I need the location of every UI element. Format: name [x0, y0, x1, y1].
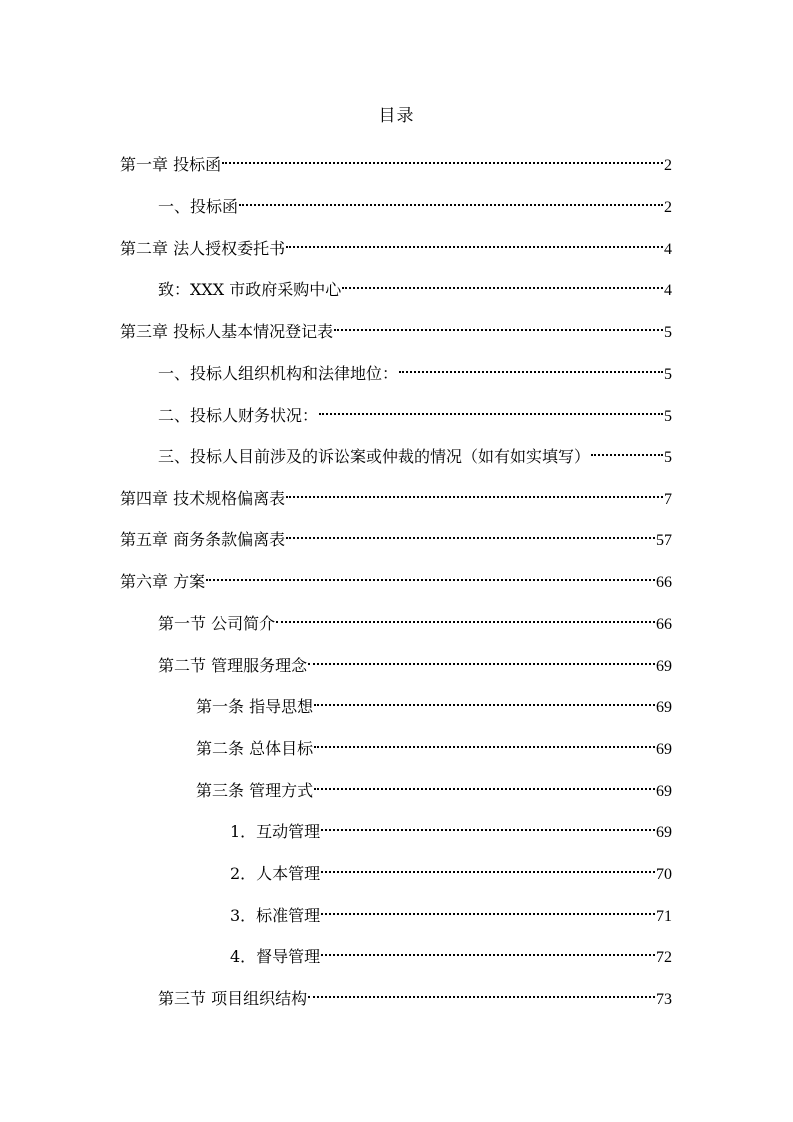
dot-leader	[286, 480, 663, 504]
toc-entry-chapter-4[interactable]	[120, 480, 672, 508]
dot-leader	[286, 521, 655, 545]
toc-entry-section[interactable]	[158, 438, 672, 466]
toc-entry-label: 一、投标函	[158, 197, 239, 216]
dot-leader	[321, 855, 655, 879]
toc-entry-page-number: 69	[656, 699, 672, 716]
toc-entry-label: 2．人本管理	[230, 864, 321, 883]
toc-entry-section[interactable]	[158, 647, 672, 675]
toc-entry-item[interactable]	[230, 855, 672, 883]
toc-entry-page-number: 5	[664, 449, 672, 466]
toc-entry-label: 第一章 投标函	[120, 155, 222, 174]
toc-entry-chapter-5[interactable]	[120, 521, 672, 549]
toc-entry-section[interactable]	[158, 271, 672, 299]
toc-entry-page-number: 5	[664, 408, 672, 425]
toc-entry-page-number: 69	[656, 783, 672, 800]
toc-entry-page-number: 73	[656, 991, 672, 1008]
toc-entry-page-number: 5	[664, 366, 672, 383]
toc-entry-label: 一、投标人组织机构和法律地位：	[158, 364, 399, 383]
dot-leader	[239, 188, 663, 212]
toc-entry-page-number: 69	[656, 741, 672, 758]
dot-leader	[206, 563, 655, 587]
toc-entry-page-number: 4	[664, 282, 672, 299]
toc-entry-label: 第三节 项目组织结构	[158, 989, 308, 1008]
toc-entry-article[interactable]	[196, 730, 672, 758]
toc-entry-article[interactable]	[196, 688, 672, 716]
dot-leader	[314, 688, 655, 712]
toc-title: 目录	[378, 106, 415, 126]
toc-entry-label: 第一条 指导思想	[196, 697, 314, 716]
dot-leader	[321, 897, 655, 921]
toc-entry-label: 3．标准管理	[230, 906, 321, 925]
toc-entry-page-number: 69	[656, 824, 672, 841]
toc-entry-page-number: 57	[656, 532, 672, 549]
dot-leader	[222, 146, 663, 170]
toc-entry-item[interactable]	[230, 897, 672, 925]
dot-leader	[321, 938, 655, 962]
toc-entry-page-number: 69	[656, 658, 672, 675]
toc-entry-article[interactable]	[196, 772, 672, 800]
toc-entry-label: 第六章 方案	[120, 572, 206, 591]
toc-entry-label: 4．督导管理	[230, 947, 321, 966]
toc-entry-label: 第三章 投标人基本情况登记表	[120, 322, 334, 341]
toc-entry-label: 第二章 法人授权委托书	[120, 239, 286, 258]
toc-entry-chapter-1[interactable]	[120, 146, 672, 174]
toc-entry-label: 第二节 管理服务理念	[158, 656, 308, 675]
toc-entry-page-number: 66	[656, 616, 672, 633]
toc-entry-page-number: 4	[664, 241, 672, 258]
dot-leader	[321, 813, 655, 837]
toc-entry-chapter-2[interactable]	[120, 230, 672, 258]
toc-entry-page-number: 71	[656, 908, 672, 925]
dot-leader	[319, 397, 663, 421]
dot-leader	[308, 647, 655, 671]
dot-leader	[314, 772, 655, 796]
toc-entry-item[interactable]	[230, 813, 672, 841]
toc-entry-chapter-6[interactable]	[120, 563, 672, 591]
toc-entry-label: 1．互动管理	[230, 822, 321, 841]
toc-entry-label: 第一节 公司简介	[158, 614, 276, 633]
toc-entry-page-number: 70	[656, 866, 672, 883]
toc-entry-page-number: 2	[664, 199, 672, 216]
toc-entry-page-number: 66	[656, 574, 672, 591]
dot-leader	[286, 230, 663, 254]
toc-entry-chapter-3[interactable]	[120, 313, 672, 341]
dot-leader	[314, 730, 655, 754]
toc-entry-section[interactable]	[158, 188, 672, 216]
dot-leader	[308, 980, 655, 1004]
toc-entry-page-number: 7	[664, 491, 672, 508]
toc-entry-page-number: 72	[656, 949, 672, 966]
dot-leader	[334, 313, 663, 337]
toc-entry-label: 第四章 技术规格偏离表	[120, 489, 286, 508]
dot-leader	[276, 605, 655, 629]
toc-entry-label: 第三条 管理方式	[196, 781, 314, 800]
toc-entry-page-number: 5	[664, 324, 672, 341]
dot-leader	[591, 438, 663, 462]
toc-entry-label: 第五章 商务条款偏离表	[120, 530, 286, 549]
toc-entry-label: 三、投标人目前涉及的诉讼案或仲裁的情况（如有如实填写）	[158, 447, 591, 466]
toc-entry-label: 致：XXX 市政府采购中心	[158, 280, 342, 299]
toc-entry-section[interactable]	[158, 355, 672, 383]
toc-entry-section[interactable]	[158, 605, 672, 633]
toc-entry-label: 二、投标人财务状况：	[158, 406, 319, 425]
toc-entry-page-number: 2	[664, 157, 672, 174]
toc-entry-section[interactable]	[158, 980, 672, 1008]
dot-leader	[399, 355, 663, 379]
toc-entry-item[interactable]	[230, 938, 672, 966]
dot-leader	[342, 271, 663, 295]
toc-entry-label: 第二条 总体目标	[196, 739, 314, 758]
toc-entry-section[interactable]	[158, 397, 672, 425]
